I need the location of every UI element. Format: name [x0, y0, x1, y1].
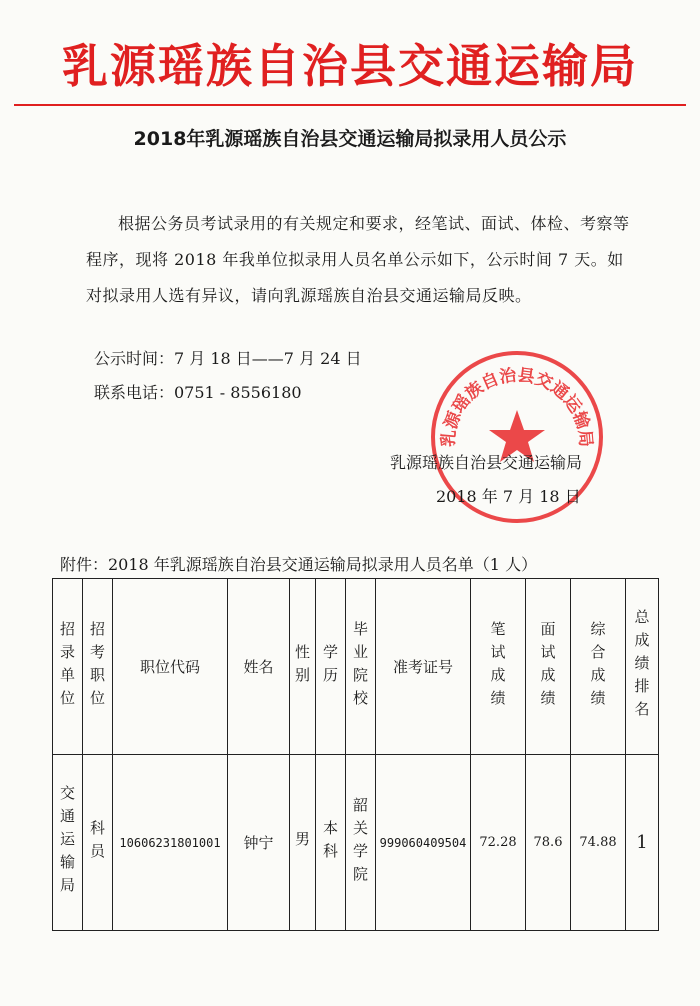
letterhead-title: 乳源瑶族自治县交通运输局: [62, 39, 638, 93]
cell-total-score: 74.88: [571, 755, 626, 931]
notice-body: 根据公务员考试录用的有关规定和要求，经笔试、面试、体检、考察等程序，现将 2018 年我单位拟录用人员名单公示如下，公示时间 7 天。如对拟录用人选有异议，请向乳源瑶族自治县交通运输局反映。: [86, 214, 630, 305]
table-header-row: [53, 579, 659, 755]
cell-gender: 男: [293, 831, 311, 854]
header-education: 学历: [321, 643, 339, 690]
candidate-table: [52, 578, 659, 931]
header-interview-score: 面试成绩: [538, 620, 557, 713]
header-gender: 性别: [293, 643, 311, 690]
cell-school: 韶关学院: [351, 796, 369, 889]
header-unit: 招录单位: [58, 620, 76, 713]
signer-organization: 乳源瑶族自治县交通运输局: [390, 453, 583, 472]
cell-post: 科员: [88, 819, 106, 866]
table-row: [53, 755, 659, 931]
header-code: 职位代码: [113, 579, 228, 755]
cell-name: 钟宁: [228, 755, 290, 931]
header-school: 毕业院校: [351, 620, 369, 713]
header-post: 招考职位: [88, 620, 106, 713]
header-total-score: 综合成绩: [588, 620, 607, 713]
seal-text: 乳源瑶族自治县交通运输局: [438, 365, 596, 448]
cell-rank: 1: [626, 755, 659, 931]
signature-date: 2018 年 7 月 18 日: [436, 487, 581, 506]
annex-title: 附件：2018 年乳源瑶族自治县交通运输局拟录用人员名单（1 人）: [60, 555, 538, 574]
cell-code: 10606231801001: [113, 755, 228, 931]
header-name: 姓名: [228, 579, 290, 755]
notice-period: 公示时间：7 月 18 日——7 月 24 日: [94, 349, 362, 368]
letterhead-divider: [14, 104, 686, 106]
document-title: 2018年乳源瑶族自治县交通运输局拟录用人员公示: [133, 128, 567, 150]
cell-education: 本科: [321, 819, 339, 866]
header-written-score: 笔试成绩: [488, 620, 507, 713]
cell-interview-score: 78.6: [526, 755, 571, 931]
header-ticket: 准考证号: [376, 579, 471, 755]
cell-unit: 交通运输局: [58, 785, 76, 900]
contact-phone: 联系电话：0751 - 8556180: [94, 383, 302, 402]
cell-written-score: 72.28: [471, 755, 526, 931]
header-rank: 总成绩排名: [632, 609, 651, 724]
cell-ticket: 999060409504: [376, 755, 471, 931]
